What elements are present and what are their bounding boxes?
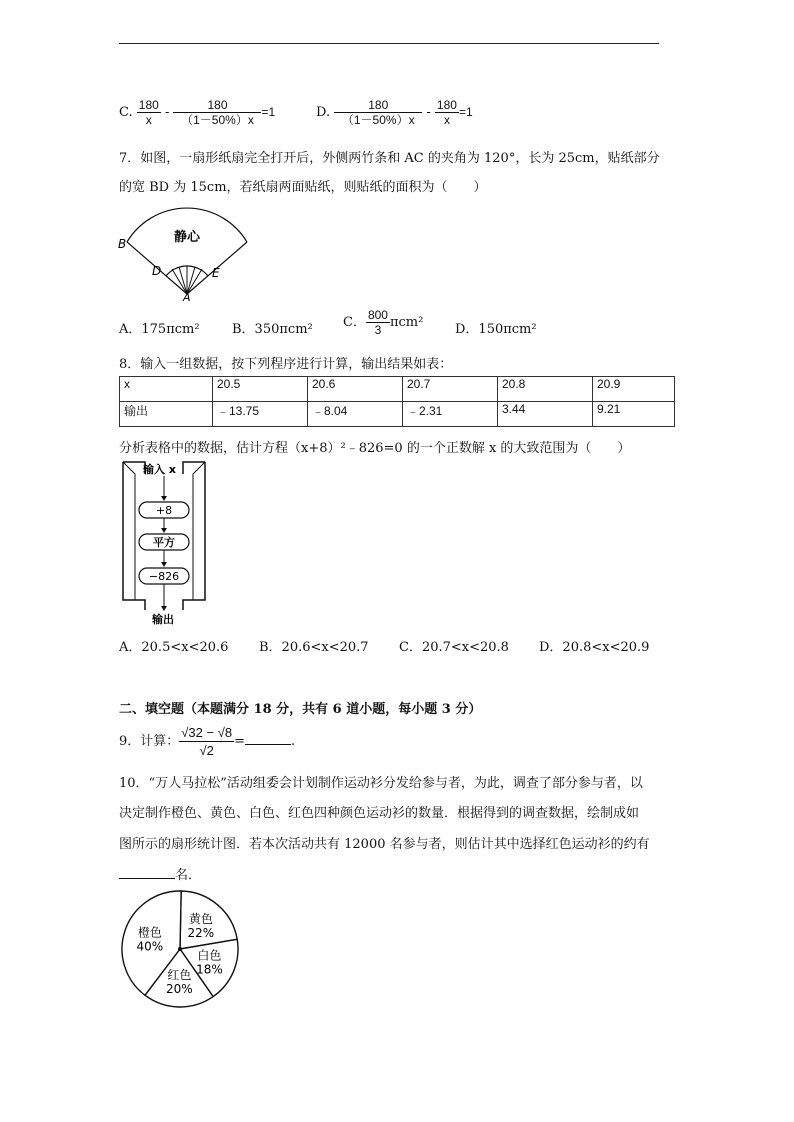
pie-category-label: 白色 bbox=[197, 948, 222, 963]
numerator: 180 bbox=[138, 98, 159, 112]
fraction bbox=[334, 98, 422, 127]
table-cell: 输出 bbox=[120, 402, 213, 427]
fraction bbox=[435, 98, 459, 127]
table-cell: 20.8 bbox=[498, 377, 593, 402]
pie-category-label: 黄色 bbox=[188, 911, 213, 926]
table-cell: 20.6 bbox=[308, 377, 403, 402]
fraction bbox=[179, 724, 234, 759]
denominator: x bbox=[443, 113, 450, 127]
flow-input: 输入 x bbox=[143, 463, 176, 476]
numerator: 800 bbox=[367, 308, 388, 322]
q8-option-b: B．20.6<x<20.7 bbox=[259, 640, 369, 655]
equals-one: =1 bbox=[261, 105, 276, 119]
q8-option-d: D．20.8<x<20.9 bbox=[539, 640, 650, 655]
period: . bbox=[290, 734, 296, 749]
fraction bbox=[366, 308, 390, 337]
section-title: 二、填空题（本题满分 18 分，共有 6 道小题，每小题 3 分） bbox=[119, 702, 482, 717]
table-cell: 9.21 bbox=[593, 402, 675, 427]
q7-text-line2: 的宽 BD 为 15cm，若纸扇两面贴纸，则贴纸的面积为（ ） bbox=[119, 180, 487, 195]
q7-option-c bbox=[343, 308, 423, 337]
flow-output: 输出 bbox=[152, 613, 174, 626]
fan-figure bbox=[116, 202, 250, 302]
q10-suffix: 名． bbox=[175, 868, 202, 883]
denominator: （1－50%）x bbox=[181, 113, 254, 127]
denominator: 3 bbox=[374, 323, 382, 337]
frame-top-left bbox=[123, 462, 145, 474]
frame-inner-left bbox=[123, 462, 135, 600]
frame-inner-right bbox=[193, 462, 205, 600]
fraction bbox=[173, 98, 261, 127]
q9-prefix: 9．计算： bbox=[119, 734, 180, 749]
table-row bbox=[120, 402, 675, 427]
option-label: C． bbox=[343, 315, 366, 330]
fan-text: 静心 bbox=[174, 230, 201, 245]
table-cell: 20.5 bbox=[213, 377, 308, 402]
q8-option-a: A．20.5<x<20.6 bbox=[119, 640, 229, 655]
table-cell: ﹣2.31 bbox=[403, 402, 498, 427]
arrow-head bbox=[161, 606, 167, 611]
minus-sign: - bbox=[164, 105, 170, 120]
pie-category-label: 红色 bbox=[167, 967, 192, 982]
flow-step-3: −826 bbox=[148, 570, 180, 583]
pie-value-label: 20% bbox=[166, 981, 193, 996]
pie-center-dot bbox=[178, 947, 182, 951]
option-label: C. bbox=[119, 105, 133, 120]
answer-blank bbox=[119, 878, 175, 879]
frame-top-right bbox=[183, 462, 205, 474]
flowchart bbox=[119, 460, 209, 628]
pie-chart bbox=[118, 889, 242, 1013]
pie-value-label: 18% bbox=[196, 962, 223, 977]
q7-option-a: A．175πcm² bbox=[119, 322, 200, 337]
pie-category-label: 橙色 bbox=[137, 925, 162, 940]
equals-one: =1 bbox=[458, 105, 473, 119]
q10-text-line1: 10．“万人马拉松”活动组委会计划制作运动衫分发给参与者，为此，调查了部分参与者，以 bbox=[119, 776, 643, 791]
table-cell: 3.44 bbox=[498, 402, 593, 427]
unit: πcm² bbox=[389, 315, 424, 330]
numerator: 180 bbox=[173, 98, 261, 113]
label-b: B bbox=[118, 237, 127, 251]
q10-text-line4 bbox=[119, 864, 201, 883]
fraction bbox=[137, 98, 161, 127]
answer-blank bbox=[245, 744, 291, 745]
flow-step-1: +8 bbox=[155, 504, 173, 517]
denominator: x bbox=[145, 113, 152, 127]
q9 bbox=[119, 724, 295, 759]
q6-option-c bbox=[119, 98, 275, 127]
table-cell: ﹣8.04 bbox=[308, 402, 403, 427]
numerator: 180 bbox=[436, 98, 457, 112]
denominator: （1－50%）x bbox=[341, 113, 415, 127]
pie-value-label: 40% bbox=[136, 939, 164, 954]
option-label: D. bbox=[316, 105, 331, 120]
pie-value-label: 22% bbox=[187, 925, 215, 940]
q8-text-line2: 分析表格中的数据，估计方程（x+8）²﹣826=0 的一个正数解 x 的大致范围为（ ） bbox=[119, 441, 631, 456]
denominator: √2 bbox=[199, 743, 214, 758]
table-cell: x bbox=[120, 377, 213, 402]
q6-option-d bbox=[316, 98, 473, 127]
minus-sign: - bbox=[426, 105, 431, 120]
numerator: √32 − √8 bbox=[181, 725, 233, 740]
table-cell: 20.7 bbox=[403, 377, 498, 402]
numerator: 180 bbox=[334, 98, 422, 113]
q8-data-table bbox=[119, 376, 675, 427]
table-cell: 20.9 bbox=[593, 377, 675, 402]
q8-option-c: C．20.7<x<20.8 bbox=[399, 640, 509, 655]
table-cell: ﹣13.75 bbox=[213, 402, 308, 427]
q7-option-d: D．150πcm² bbox=[455, 322, 537, 337]
q10-text-line3: 图所示的扇形统计图．若本次活动共有 12000 名参与者，则估计其中选择红色运动衫的约有 bbox=[119, 837, 650, 852]
arrow-head bbox=[161, 528, 167, 533]
q7-option-b: B．350πcm² bbox=[232, 322, 313, 337]
arrow-head bbox=[161, 562, 167, 567]
flow-step-2: 平方 bbox=[153, 536, 175, 549]
label-a: A bbox=[183, 291, 191, 302]
arrow-head bbox=[161, 496, 167, 501]
label-e: E bbox=[212, 266, 220, 280]
header-rule bbox=[119, 43, 659, 44]
label-d: D bbox=[152, 264, 162, 278]
q8-text-line1: 8．输入一组数据，按下列程序进行计算，输出结果如表： bbox=[119, 357, 453, 372]
q10-text-line2: 决定制作橙色、黄色、白色、红色四种颜色运动衫的数量．根据得到的调查数据，绘制成如 bbox=[119, 806, 640, 821]
equals-sign: = bbox=[234, 734, 245, 749]
table-row bbox=[120, 377, 675, 402]
q7-text-line1: 7．如图，一扇形纸扇完全打开后，外侧两竹条和 AC 的夹角为 120°，长为 25cm，贴纸部分 bbox=[119, 151, 660, 166]
